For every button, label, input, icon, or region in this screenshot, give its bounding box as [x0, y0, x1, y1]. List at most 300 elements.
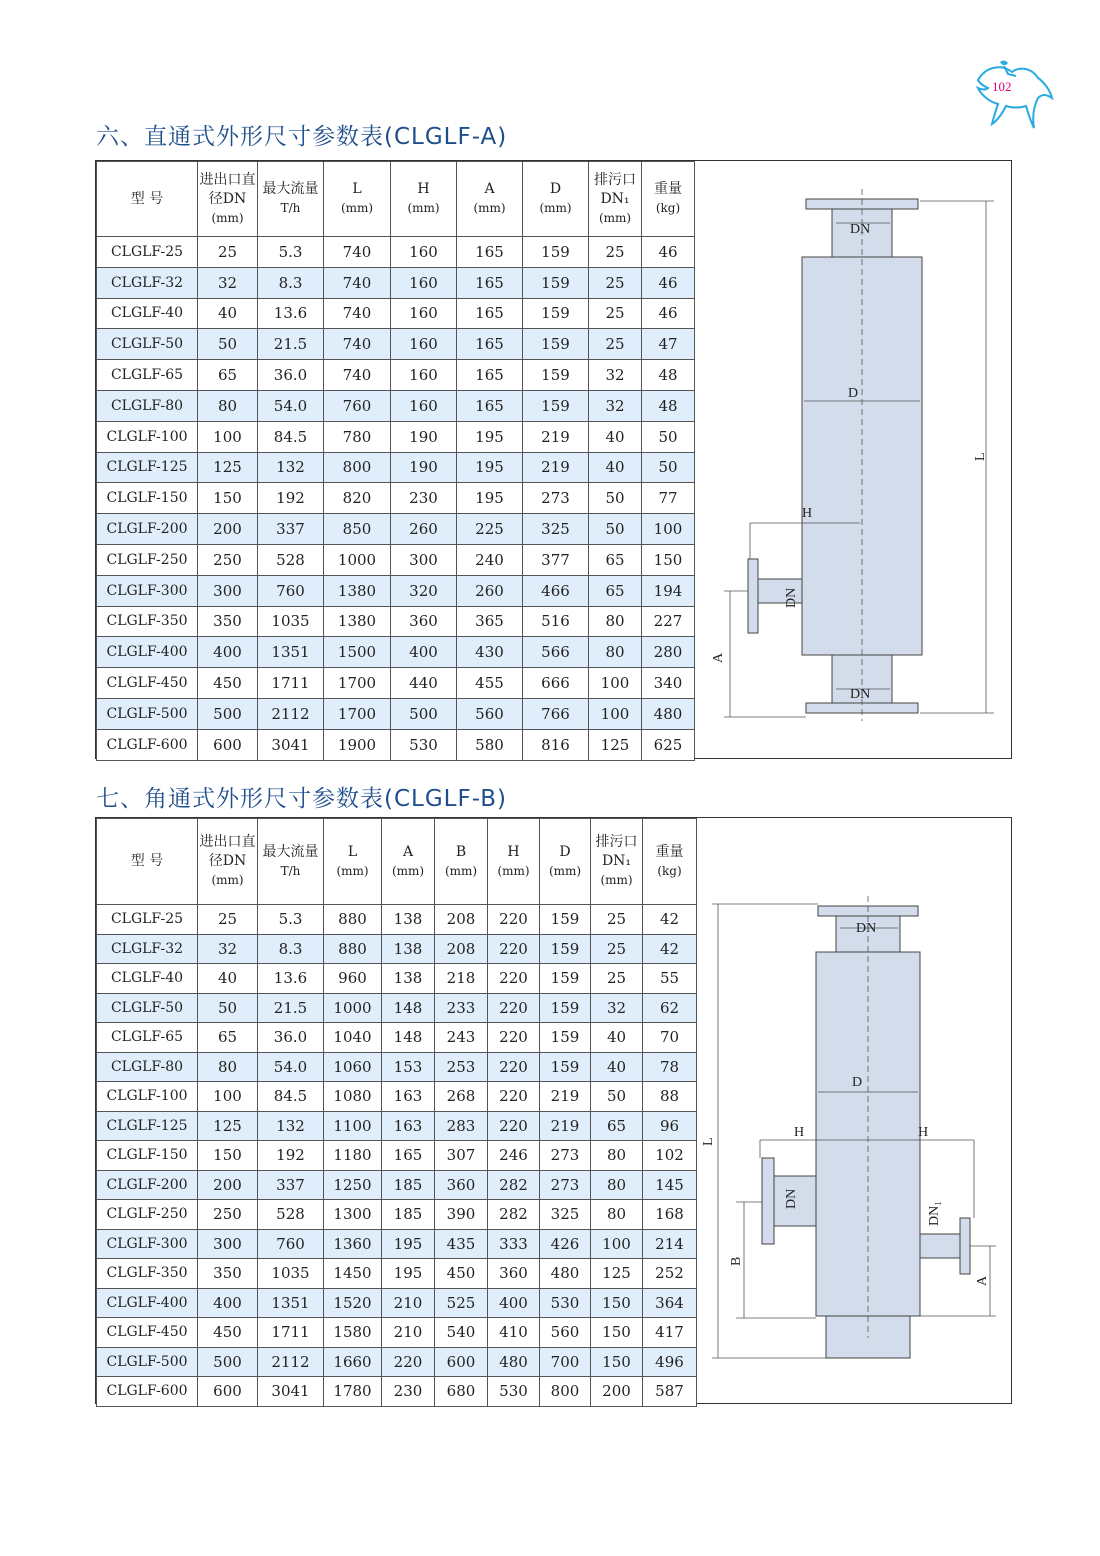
table-row — [97, 1318, 697, 1348]
value-cell: 160 — [391, 390, 457, 421]
value-cell: 47 — [642, 329, 695, 360]
label-d: D — [852, 1075, 863, 1090]
value-cell: 21.5 — [258, 993, 324, 1023]
table-row — [97, 1170, 697, 1200]
table-row — [97, 1141, 697, 1171]
value-cell: 195 — [457, 483, 523, 514]
value-cell: 96 — [643, 1111, 697, 1141]
label-h-left: H — [794, 1125, 805, 1140]
value-cell: 1250 — [324, 1170, 382, 1200]
value-cell: 540 — [435, 1318, 488, 1348]
label-h-right: H — [918, 1125, 929, 1140]
table-row — [97, 360, 695, 391]
value-cell: 1711 — [258, 1318, 324, 1348]
value-cell: 210 — [382, 1318, 435, 1348]
value-cell: 50 — [591, 1082, 643, 1112]
model-cell: CLGLF-50 — [97, 993, 198, 1023]
value-cell: 1100 — [324, 1111, 382, 1141]
value-cell: 260 — [391, 514, 457, 545]
value-cell: 50 — [589, 483, 642, 514]
value-cell: 88 — [643, 1082, 697, 1112]
value-cell: 5.3 — [258, 237, 324, 268]
header-dn1: 排污口DN₁ (mm) — [589, 162, 642, 237]
value-cell: 100 — [589, 668, 642, 699]
value-cell: 80 — [198, 1052, 258, 1082]
model-cell: CLGLF-80 — [97, 390, 198, 421]
value-cell: 500 — [198, 1347, 258, 1377]
value-cell: 163 — [382, 1082, 435, 1112]
value-cell: 1520 — [324, 1288, 382, 1318]
value-cell: 480 — [642, 698, 695, 729]
value-cell: 273 — [523, 483, 589, 514]
model-cell: CLGLF-200 — [97, 1170, 198, 1200]
value-cell: 25 — [591, 934, 643, 964]
value-cell: 280 — [642, 637, 695, 668]
value-cell: 80 — [589, 606, 642, 637]
table-row — [97, 637, 695, 668]
value-cell: 165 — [457, 267, 523, 298]
value-cell: 430 — [457, 637, 523, 668]
section-b-title: 七、角通式外形尺寸参数表(CLGLF-B) — [96, 786, 507, 812]
model-cell: CLGLF-65 — [97, 1023, 198, 1053]
table-row — [97, 390, 695, 421]
value-cell: 1450 — [324, 1259, 382, 1289]
label-dn-bottom: DN — [850, 687, 871, 702]
value-cell: 760 — [258, 575, 324, 606]
value-cell: 219 — [540, 1111, 591, 1141]
value-cell: 320 — [391, 575, 457, 606]
value-cell: 153 — [382, 1052, 435, 1082]
straight-filter-diagram — [694, 161, 1012, 760]
value-cell: 80 — [591, 1200, 643, 1230]
value-cell: 210 — [382, 1288, 435, 1318]
value-cell: 300 — [198, 1229, 258, 1259]
value-cell: 219 — [523, 452, 589, 483]
value-cell: 340 — [642, 668, 695, 699]
value-cell: 125 — [589, 729, 642, 760]
model-cell: CLGLF-80 — [97, 1052, 198, 1082]
value-cell: 480 — [488, 1347, 540, 1377]
value-cell: 21.5 — [258, 329, 324, 360]
value-cell: 1700 — [324, 668, 391, 699]
value-cell: 192 — [258, 483, 324, 514]
header-l: L (mm) — [324, 819, 382, 905]
value-cell: 246 — [488, 1141, 540, 1171]
value-cell: 165 — [382, 1141, 435, 1171]
value-cell: 1035 — [258, 606, 324, 637]
table-row — [97, 452, 695, 483]
section-a-panel — [95, 160, 1012, 759]
value-cell: 32 — [591, 993, 643, 1023]
value-cell: 160 — [391, 237, 457, 268]
value-cell: 400 — [488, 1288, 540, 1318]
value-cell: 450 — [198, 668, 258, 699]
value-cell: 680 — [435, 1377, 488, 1407]
value-cell: 1040 — [324, 1023, 382, 1053]
value-cell: 159 — [540, 993, 591, 1023]
header-d: D (mm) — [523, 162, 589, 237]
value-cell: 40 — [589, 452, 642, 483]
value-cell: 125 — [591, 1259, 643, 1289]
label-a: A — [711, 652, 726, 663]
value-cell: 220 — [382, 1347, 435, 1377]
table-row — [97, 1377, 697, 1407]
value-cell: 1351 — [258, 637, 324, 668]
header-a: A (mm) — [457, 162, 523, 237]
value-cell: 159 — [540, 905, 591, 935]
value-cell: 219 — [523, 421, 589, 452]
value-cell: 400 — [198, 637, 258, 668]
value-cell: 50 — [642, 452, 695, 483]
header-dn1: 排污口DN₁ (mm) — [591, 819, 643, 905]
header-model: 型 号 — [97, 819, 198, 905]
value-cell: 220 — [488, 1052, 540, 1082]
value-cell: 138 — [382, 964, 435, 994]
value-cell: 220 — [488, 993, 540, 1023]
value-cell: 159 — [523, 267, 589, 298]
value-cell: 1000 — [324, 993, 382, 1023]
value-cell: 208 — [435, 934, 488, 964]
value-cell: 40 — [591, 1052, 643, 1082]
value-cell: 1360 — [324, 1229, 382, 1259]
value-cell: 282 — [488, 1170, 540, 1200]
value-cell: 1035 — [258, 1259, 324, 1289]
value-cell: 25 — [591, 905, 643, 935]
value-cell: 450 — [435, 1259, 488, 1289]
value-cell: 214 — [643, 1229, 697, 1259]
value-cell: 195 — [457, 452, 523, 483]
model-cell: CLGLF-150 — [97, 1141, 198, 1171]
value-cell: 880 — [324, 934, 382, 964]
value-cell: 165 — [457, 329, 523, 360]
value-cell: 65 — [589, 575, 642, 606]
model-cell: CLGLF-500 — [97, 698, 198, 729]
table-row — [97, 514, 695, 545]
value-cell: 219 — [540, 1082, 591, 1112]
table-row — [97, 964, 697, 994]
value-cell: 102 — [643, 1141, 697, 1171]
header-h: H (mm) — [488, 819, 540, 905]
table-row — [97, 1347, 697, 1377]
table-row — [97, 1200, 697, 1230]
table-row — [97, 668, 695, 699]
value-cell: 282 — [488, 1200, 540, 1230]
value-cell: 220 — [488, 1023, 540, 1053]
table-row — [97, 993, 697, 1023]
value-cell: 560 — [540, 1318, 591, 1348]
value-cell: 417 — [643, 1318, 697, 1348]
value-cell: 159 — [540, 964, 591, 994]
value-cell: 227 — [642, 606, 695, 637]
model-cell: CLGLF-400 — [97, 637, 198, 668]
value-cell: 1500 — [324, 637, 391, 668]
value-cell: 25 — [198, 905, 258, 935]
table-row — [97, 483, 695, 514]
value-cell: 25 — [591, 964, 643, 994]
value-cell: 138 — [382, 934, 435, 964]
value-cell: 600 — [435, 1347, 488, 1377]
value-cell: 516 — [523, 606, 589, 637]
value-cell: 100 — [642, 514, 695, 545]
table-header-row — [97, 819, 697, 905]
value-cell: 200 — [198, 514, 258, 545]
header-flow: 最大流量 T/h — [258, 162, 324, 237]
value-cell: 25 — [198, 237, 258, 268]
value-cell: 850 — [324, 514, 391, 545]
value-cell: 138 — [382, 905, 435, 935]
value-cell: 165 — [457, 390, 523, 421]
header-weight: 重量 (kg) — [643, 819, 697, 905]
value-cell: 360 — [391, 606, 457, 637]
value-cell: 25 — [589, 237, 642, 268]
value-cell: 1700 — [324, 698, 391, 729]
value-cell: 150 — [198, 483, 258, 514]
value-cell: 190 — [391, 452, 457, 483]
value-cell: 350 — [198, 1259, 258, 1289]
label-dn-top: DN — [856, 921, 877, 936]
value-cell: 200 — [591, 1377, 643, 1407]
table-row — [97, 267, 695, 298]
value-cell: 740 — [324, 360, 391, 391]
value-cell: 160 — [391, 360, 457, 391]
value-cell: 820 — [324, 483, 391, 514]
value-cell: 250 — [198, 544, 258, 575]
value-cell: 300 — [391, 544, 457, 575]
value-cell: 40 — [589, 421, 642, 452]
label-h: H — [802, 506, 813, 521]
model-cell: CLGLF-350 — [97, 1259, 198, 1289]
value-cell: 530 — [540, 1288, 591, 1318]
value-cell: 208 — [435, 905, 488, 935]
value-cell: 159 — [523, 237, 589, 268]
table-row — [97, 575, 695, 606]
value-cell: 225 — [457, 514, 523, 545]
value-cell: 50 — [642, 421, 695, 452]
value-cell: 230 — [391, 483, 457, 514]
value-cell: 100 — [198, 421, 258, 452]
value-cell: 530 — [488, 1377, 540, 1407]
value-cell: 800 — [324, 452, 391, 483]
table-row — [97, 1023, 697, 1053]
value-cell: 2112 — [258, 698, 324, 729]
value-cell: 65 — [591, 1111, 643, 1141]
table-row — [97, 1259, 697, 1289]
value-cell: 440 — [391, 668, 457, 699]
value-cell: 200 — [198, 1170, 258, 1200]
value-cell: 3041 — [258, 1377, 324, 1407]
value-cell: 159 — [540, 934, 591, 964]
value-cell: 70 — [643, 1023, 697, 1053]
angle-filter-diagram — [696, 818, 1012, 1405]
value-cell: 273 — [540, 1141, 591, 1171]
value-cell: 1900 — [324, 729, 391, 760]
table-row — [97, 1052, 697, 1082]
value-cell: 25 — [589, 298, 642, 329]
model-cell: CLGLF-300 — [97, 1229, 198, 1259]
value-cell: 48 — [642, 360, 695, 391]
value-cell: 150 — [591, 1288, 643, 1318]
value-cell: 165 — [457, 237, 523, 268]
value-cell: 240 — [457, 544, 523, 575]
model-cell: CLGLF-400 — [97, 1288, 198, 1318]
table-row — [97, 298, 695, 329]
value-cell: 377 — [523, 544, 589, 575]
value-cell: 65 — [589, 544, 642, 575]
table-body-a — [97, 237, 695, 761]
header-dn: 进出口直径DN (mm) — [198, 819, 258, 905]
value-cell: 740 — [324, 237, 391, 268]
table-row — [97, 606, 695, 637]
model-cell: CLGLF-600 — [97, 1377, 198, 1407]
model-cell: CLGLF-125 — [97, 452, 198, 483]
value-cell: 307 — [435, 1141, 488, 1171]
value-cell: 100 — [198, 1082, 258, 1112]
value-cell: 364 — [643, 1288, 697, 1318]
value-cell: 1300 — [324, 1200, 382, 1230]
value-cell: 740 — [324, 267, 391, 298]
value-cell: 220 — [488, 934, 540, 964]
value-cell: 740 — [324, 298, 391, 329]
value-cell: 766 — [523, 698, 589, 729]
value-cell: 268 — [435, 1082, 488, 1112]
value-cell: 1711 — [258, 668, 324, 699]
value-cell: 1660 — [324, 1347, 382, 1377]
value-cell: 530 — [391, 729, 457, 760]
value-cell: 880 — [324, 905, 382, 935]
value-cell: 360 — [488, 1259, 540, 1289]
value-cell: 165 — [457, 360, 523, 391]
value-cell: 195 — [382, 1229, 435, 1259]
value-cell: 400 — [391, 637, 457, 668]
value-cell: 500 — [391, 698, 457, 729]
value-cell: 800 — [540, 1377, 591, 1407]
value-cell: 220 — [488, 1082, 540, 1112]
value-cell: 13.6 — [258, 964, 324, 994]
value-cell: 65 — [198, 1023, 258, 1053]
table-row — [97, 1082, 697, 1112]
header-a: A (mm) — [382, 819, 435, 905]
value-cell: 8.3 — [258, 267, 324, 298]
value-cell: 150 — [591, 1347, 643, 1377]
value-cell: 150 — [591, 1318, 643, 1348]
value-cell: 230 — [382, 1377, 435, 1407]
value-cell: 80 — [198, 390, 258, 421]
value-cell: 185 — [382, 1200, 435, 1230]
model-cell: CLGLF-25 — [97, 237, 198, 268]
table-row — [97, 421, 695, 452]
model-cell: CLGLF-50 — [97, 329, 198, 360]
value-cell: 77 — [642, 483, 695, 514]
value-cell: 25 — [589, 267, 642, 298]
value-cell: 243 — [435, 1023, 488, 1053]
value-cell: 50 — [589, 514, 642, 545]
value-cell: 125 — [198, 1111, 258, 1141]
value-cell: 252 — [643, 1259, 697, 1289]
value-cell: 760 — [258, 1229, 324, 1259]
spec-table-b — [96, 818, 697, 1407]
value-cell: 1580 — [324, 1318, 382, 1348]
value-cell: 253 — [435, 1052, 488, 1082]
value-cell: 55 — [643, 964, 697, 994]
value-cell: 50 — [198, 993, 258, 1023]
value-cell: 40 — [198, 298, 258, 329]
label-l: L — [973, 452, 988, 461]
value-cell: 1380 — [324, 606, 391, 637]
label-l: L — [701, 1137, 716, 1146]
value-cell: 159 — [523, 360, 589, 391]
value-cell: 1000 — [324, 544, 391, 575]
table-row — [97, 329, 695, 360]
value-cell: 50 — [198, 329, 258, 360]
value-cell: 525 — [435, 1288, 488, 1318]
value-cell: 25 — [589, 329, 642, 360]
model-cell: CLGLF-32 — [97, 934, 198, 964]
model-cell: CLGLF-40 — [97, 964, 198, 994]
value-cell: 455 — [457, 668, 523, 699]
value-cell: 337 — [258, 1170, 324, 1200]
value-cell: 46 — [642, 237, 695, 268]
value-cell: 190 — [391, 421, 457, 452]
value-cell: 283 — [435, 1111, 488, 1141]
value-cell: 435 — [435, 1229, 488, 1259]
value-cell: 160 — [391, 329, 457, 360]
table-row — [97, 905, 697, 935]
value-cell: 780 — [324, 421, 391, 452]
value-cell: 100 — [591, 1229, 643, 1259]
value-cell: 365 — [457, 606, 523, 637]
header-d: D (mm) — [540, 819, 591, 905]
value-cell: 48 — [642, 390, 695, 421]
value-cell: 600 — [198, 1377, 258, 1407]
model-cell: CLGLF-250 — [97, 544, 198, 575]
value-cell: 80 — [591, 1170, 643, 1200]
value-cell: 159 — [540, 1023, 591, 1053]
table-header-row — [97, 162, 695, 237]
table-body-b — [97, 905, 697, 1407]
value-cell: 54.0 — [258, 390, 324, 421]
value-cell: 62 — [643, 993, 697, 1023]
table-row — [97, 237, 695, 268]
value-cell: 333 — [488, 1229, 540, 1259]
header-dn: 进出口直径DN (mm) — [198, 162, 258, 237]
header-weight: 重量 (kg) — [642, 162, 695, 237]
value-cell: 159 — [523, 390, 589, 421]
horse-logo-icon — [972, 58, 1054, 130]
table-row — [97, 544, 695, 575]
value-cell: 560 — [457, 698, 523, 729]
model-cell: CLGLF-600 — [97, 729, 198, 760]
header-flow: 最大流量 T/h — [258, 819, 324, 905]
page-number: 102 — [992, 79, 1012, 94]
model-cell: CLGLF-250 — [97, 1200, 198, 1230]
label-d: D — [848, 386, 859, 401]
value-cell: 220 — [488, 964, 540, 994]
value-cell: 587 — [643, 1377, 697, 1407]
header-model: 型 号 — [97, 162, 198, 237]
value-cell: 480 — [540, 1259, 591, 1289]
value-cell: 500 — [198, 698, 258, 729]
value-cell: 160 — [391, 267, 457, 298]
value-cell: 700 — [540, 1347, 591, 1377]
value-cell: 125 — [198, 452, 258, 483]
value-cell: 273 — [540, 1170, 591, 1200]
value-cell: 1060 — [324, 1052, 382, 1082]
value-cell: 450 — [198, 1318, 258, 1348]
table-row — [97, 698, 695, 729]
value-cell: 185 — [382, 1170, 435, 1200]
value-cell: 148 — [382, 993, 435, 1023]
value-cell: 740 — [324, 329, 391, 360]
